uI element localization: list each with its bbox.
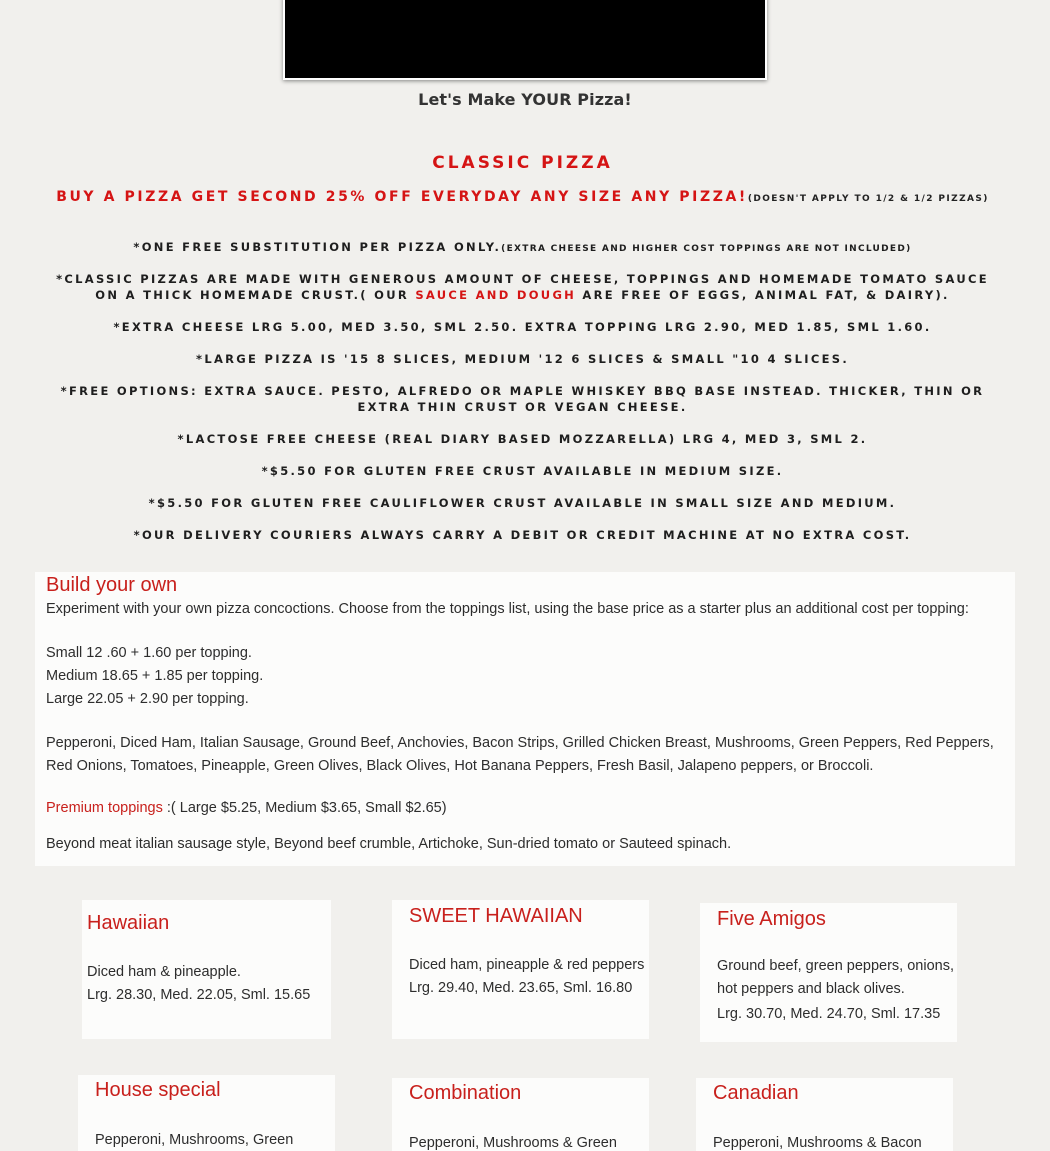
byo-intro: Experiment with your own pizza concoctions. Choose from the toppings list, using the base price as a starter plus an additional cost per topping: (46, 601, 969, 617)
pizza-card-canadian (696, 1078, 953, 1151)
promo-note: (DOESN'T APPLY TO 1/2 & 1/2 PIZZAS) (747, 194, 989, 204)
promo-main: BUY A PIZZA GET SECOND 25% OFF EVERYDAY ANY SIZE ANY PIZZA! (56, 189, 748, 205)
rule-extra-cheese: *EXTRA CHEESE LRG 5.00, MED 3.50, SML 2.50. EXTRA TOPPING LRG 2.90, MED 1.85, SML 1.60. (113, 320, 932, 334)
classic-pizza-heading: CLASSIC PIZZA (432, 153, 613, 173)
rule-delivery: *OUR DELIVERY COURIERS ALWAYS CARRY A DEBIT OR CREDIT MACHINE AT NO EXTRA COST. (133, 528, 912, 542)
pizza-name: Combination (409, 1082, 522, 1104)
byo-price-small: Small 12 .60 + 1.60 per topping. (46, 645, 252, 661)
byo-premium (46, 797, 447, 820)
rule-cauliflower: *$5.50 FOR GLUTEN FREE CAULIFLOWER CRUST AVAILABLE IN SMALL SIZE AND MEDIUM. (148, 496, 897, 510)
pizza-description: hot peppers and black olives. (717, 981, 905, 997)
pizza-price: Lrg. 28.30, Med. 22.05, Sml. 15.65 (87, 987, 311, 1003)
pizza-description: Diced ham & pineapple. (87, 964, 241, 980)
sauce-dough-link[interactable]: SAUCE AND DOUGH (415, 288, 577, 302)
pizza-name: Five Amigos (717, 908, 826, 930)
pizza-card-five-amigos (700, 903, 957, 1042)
pizza-card-sweet-hawaiian (392, 900, 649, 1039)
rule-text: ARE FREE OF EGGS, ANIMAL FAT, & DAIRY). (576, 288, 950, 302)
pizza-description: Ground beef, green peppers, onions, (717, 958, 954, 974)
tagline: Let's Make YOUR Pizza! (418, 90, 632, 109)
pizza-price: Lrg. 30.70, Med. 24.70, Sml. 17.35 (717, 1006, 941, 1022)
pizza-description: Pepperoni, Mushrooms & Bacon (713, 1135, 922, 1151)
byo-title: Build your own (46, 574, 178, 596)
rule-text: *ONE FREE SUBSTITUTION PER PIZZA ONLY. (133, 240, 502, 254)
premium-toppings-link[interactable]: Premium toppings (46, 800, 163, 816)
promo-heading (0, 189, 1045, 205)
byo-toppings: Pepperoni, Diced Ham, Italian Sausage, Ground Beef, Anchovies, Bacon Strips, Grilled Chicken Breast, Mushrooms, Green Peppers, Red Peppers, Red Onions, Tomatoes, Pineapple, Green Olives, Black Olives, Hot Banana Peppers, Fresh Basil, Jalapeno peppers, or Broccoli. (46, 735, 994, 774)
rule-gluten-free: *$5.50 FOR GLUTEN FREE CRUST AVAILABLE IN MEDIUM SIZE. (261, 464, 784, 478)
pizza-name: House special (95, 1079, 221, 1101)
pizza-name: Hawaiian (87, 912, 170, 934)
premium-prices: :( Large $5.25, Medium $3.65, Small $2.65) (162, 800, 447, 816)
rule-lactose-free: *LACTOSE FREE CHEESE (REAL DIARY BASED MOZZARELLA) LRG 4, MED 3, SML 2. (177, 432, 868, 446)
byo-price-large: Large 22.05 + 2.90 per topping. (46, 691, 249, 707)
pizza-price: Lrg. 29.40, Med. 23.65, Sml. 16.80 (409, 980, 633, 996)
pizza-description: Pepperoni, Mushrooms, Green (95, 1132, 294, 1148)
byo-price-medium: Medium 18.65 + 1.85 per topping. (46, 668, 264, 684)
rule-classic-description (50, 271, 995, 303)
rule-slices: *LARGE PIZZA IS '15 8 SLICES, MEDIUM '12 6 SLICES & SMALL "10 4 SLICES. (196, 352, 849, 366)
rule-substitution (50, 239, 995, 257)
rule-note: (EXTRA CHEESE AND HIGHER COST TOPPINGS ARE NOT INCLUDED) (501, 244, 912, 254)
pizza-name: SWEET HAWAIIAN (409, 905, 583, 927)
build-your-own-section (35, 572, 1015, 866)
pizza-card-house-special (78, 1075, 335, 1151)
pizza-description: Diced ham, pineapple & red peppers (409, 957, 645, 973)
video-player[interactable] (283, 0, 767, 80)
rule-text: *CLASSIC PIZZAS ARE MADE WITH GENEROUS AMOUNT OF CHEESE, TOPPINGS AND HOMEMADE TOMATO SAUCE ON A THICK HOMEMADE CRUST.( OUR (56, 272, 989, 302)
pizza-name: Canadian (713, 1082, 799, 1104)
pizza-description: Pepperoni, Mushrooms & Green (409, 1135, 617, 1151)
rule-free-options: *FREE OPTIONS: EXTRA SAUCE. PESTO, ALFREDO OR MAPLE WHISKEY BBQ BASE INSTEAD. THICKER, THIN OR EXTRA THIN CRUST OR VEGAN CHEESE. (60, 384, 985, 414)
byo-premium-list: Beyond meat italian sausage style, Beyond beef crumble, Artichoke, Sun-dried tomato or Sauteed spinach. (46, 836, 732, 852)
pizza-card-combination (392, 1078, 649, 1151)
pizza-card-hawaiian (82, 900, 331, 1039)
